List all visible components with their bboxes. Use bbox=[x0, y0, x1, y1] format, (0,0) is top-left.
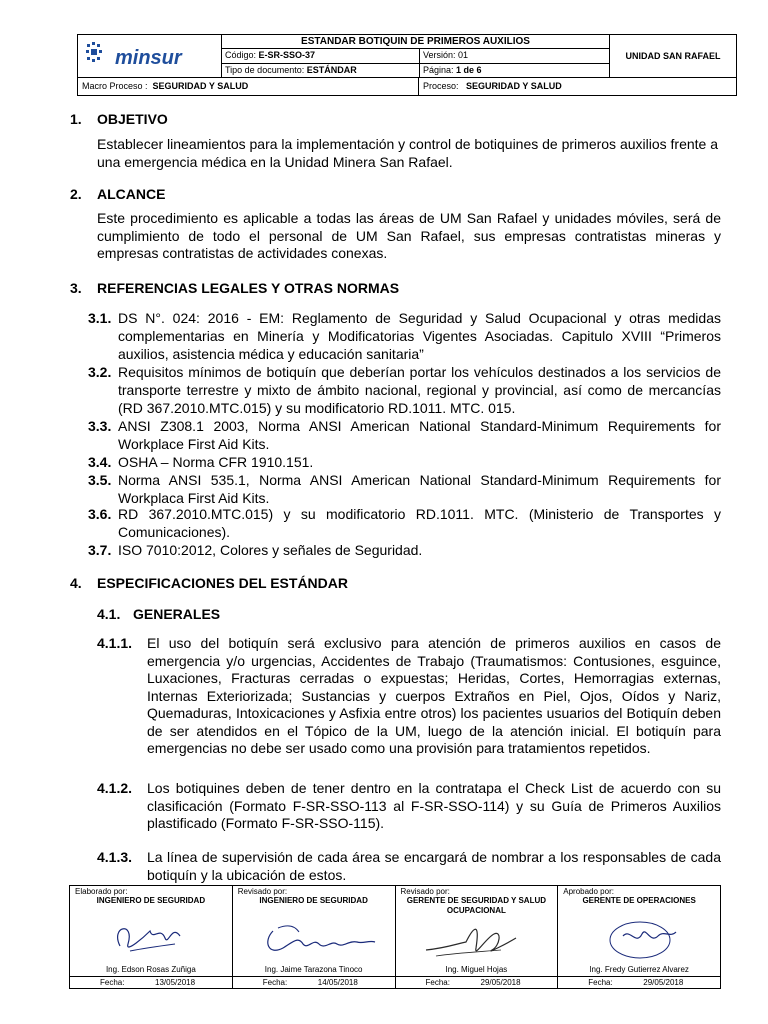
proceso-cell: Proceso: SEGURIDAD Y SALUD bbox=[423, 81, 562, 91]
reference-item: 3.1. DS N°. 024: 2016 - EM: Reglamento de Seguridad y Salud Ocupacional y otras medidas complementarias en Minería y Modificatorias Vigentes Asociadas. Capitulo XVIII “Primeros auxilios, asistencia médica y educación sanitaria” bbox=[88, 310, 721, 362]
section-heading-alcance: 2. ALCANCE bbox=[70, 186, 166, 202]
reference-item: 3.7. ISO 7010:2012, Colores y señales de Seguridad. bbox=[88, 542, 423, 558]
macro-proceso-cell: Macro Proceso : SEGURIDAD Y SALUD bbox=[78, 78, 419, 95]
document-title: ESTANDAR BOTIQUIN DE PRIMEROS AUXILIOS bbox=[222, 35, 609, 49]
signature-cell: Revisado por: GERENTE DE SEGURIDAD Y SALUD OCUPACIONAL Ing. Miguel Hojas Fecha: 29/05/2018 bbox=[396, 886, 559, 988]
pagina-cell: Página: 1 de 6 bbox=[423, 64, 482, 75]
svg-text:minsur: minsur bbox=[114, 47, 182, 69]
signature-cell: Elaborado por: INGENIERO DE SEGURIDAD Ing. Edson Rosas Zuñiga Fecha: 13/05/2018 bbox=[70, 886, 233, 988]
objetivo-text: Establecer lineamientos para la implementación y control de botiquines de primeros auxilios frente a una emergencia médica en la Unidad Minera San Rafael. bbox=[97, 136, 718, 170]
reference-item: 3.6. RD 367.2010.MTC.015) y su modificatorio RD.1011. MTC. (Ministerio de Transportes y Comunicaciones). bbox=[88, 506, 721, 540]
codigo-cell: Código: E-SR-SSO-37 bbox=[222, 49, 420, 63]
reference-item: 3.2. Requisitos mínimos de botiquín que deberían portar los vehículos destinados a los servicios de transporte terrestre y mixto de ámbito nacional, regional y provincial, así como de mercancías (RD 367.2010.MTC.015) y su modificatorio RD.1011. MTC. 015. bbox=[88, 364, 721, 416]
section-heading-objetivo: 1. OBJETIVO bbox=[70, 111, 168, 127]
subsection-heading-generales: 4.1. GENERALES bbox=[97, 606, 221, 622]
reference-item: 3.3. ANSI Z308.1 2003, Norma ANSI American National Standard-Minimum Requirements for Workplace First Aid Kits. bbox=[88, 418, 721, 452]
unidad-cell: UNIDAD SAN RAFAEL bbox=[625, 51, 721, 61]
signature-cell: Revisado por: INGENIERO DE SEGURIDAD Ing. Jaime Tarazona Tinoco Fecha: 14/05/2018 bbox=[233, 886, 396, 988]
reference-item: 3.4. OSHA – Norma CFR 1910.151. bbox=[88, 454, 314, 470]
signature-image bbox=[578, 916, 708, 964]
signature-image bbox=[90, 916, 210, 961]
minsur-logo bbox=[78, 35, 222, 77]
signature-image bbox=[253, 916, 383, 961]
reference-item: 3.5. Norma ANSI 535.1, Norma ANSI American National Standard-Minimum Requirements for Workplaca First Aid Kits. bbox=[88, 472, 721, 506]
tipo-cell: Tipo de documento: ESTÁNDAR bbox=[222, 64, 420, 78]
list-item: 4.1.2. Los botiquines deben de tener dentro en la contratapa el Check List de acuerdo con su clasificación (Formato F-SR-SSO-113 al F-SR-SSO-114) y su Guía de Primeros Auxilios plastificado (Formato F-SR-SSO-115). bbox=[97, 780, 721, 831]
section-heading-especificaciones: 4. ESPECIFICACIONES DEL ESTÁNDAR bbox=[70, 575, 348, 591]
list-item: 4.1.3. La línea de supervisión de cada área se encargará de nombrar a los responsables de cada botiquín y la ubicación de estos. bbox=[97, 849, 721, 883]
document-header bbox=[77, 34, 737, 96]
signature-image bbox=[416, 920, 536, 965]
signature-cell: Aprobado por: GERENTE DE OPERACIONES Ing. Fredy Gutierrez Alvarez Fecha: 29/05/2018 bbox=[558, 886, 720, 988]
version-cell: Versión: 01 bbox=[423, 50, 469, 60]
approval-table bbox=[69, 885, 721, 989]
list-item: 4.1.1. El uso del botiquín será exclusivo para atención de primeros auxilios en casos de emergencia y/o urgencias, Accidentes de Trabajo (Traumatismos: Contusiones, esguince, Luxaciones, Fracturas cerradas o expuestas; Heridas, Cortes, Hemorragias externas, Internas Exteriorizada; Sustancias y cuerpos Extraños en Piel, Ojos, Oídos y Nariz, Quemaduras, Intoxicaciones y Asfixia entre otros) los pacientes usuarios del Botiquín deben de ser atendidos en el Tópico de la UM, luego de la atención inicial. El botiquín para emergencias no debe ser usado como una provisión para tratamientos repetidos. bbox=[97, 635, 721, 756]
alcance-text: Este procedimiento es aplicable a todas las áreas de UM San Rafael y unidades móviles, será de cumplimiento de todo el personal de UM San Rafael, sus empresas contratistas mineras y empresas contratistas de actividades conexas. bbox=[97, 210, 721, 261]
section-heading-referencias: 3. REFERENCIAS LEGALES Y OTRAS NORMAS bbox=[70, 280, 400, 296]
